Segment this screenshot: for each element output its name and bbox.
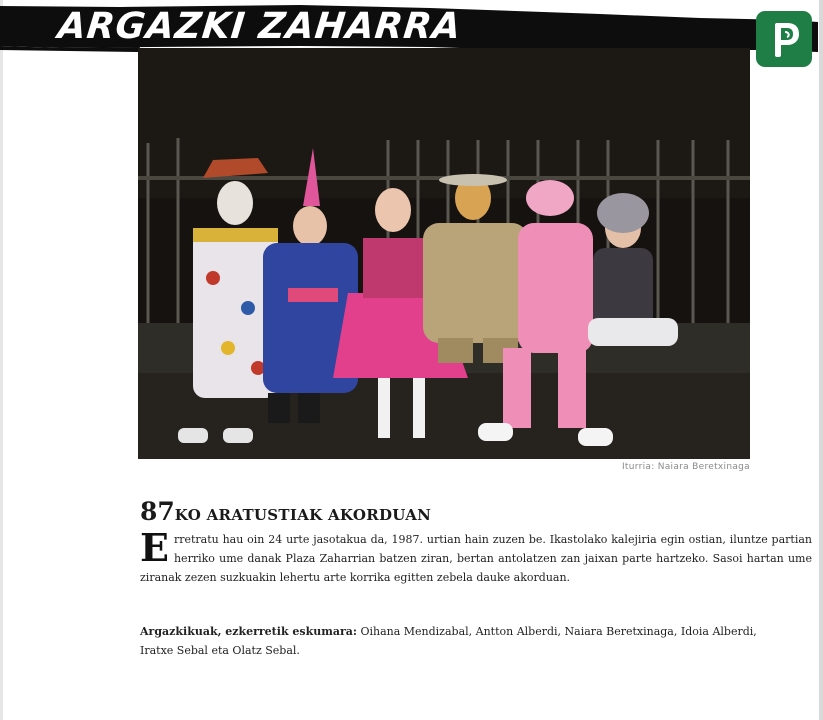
article-title-text: KO ARATUSTIAK AKORDUAN	[174, 506, 432, 524]
photo-credit: Iturria: Naiara Beretxinaga	[621, 462, 750, 472]
page-edge-right	[819, 0, 823, 720]
photo-caption	[140, 622, 790, 660]
page-edge-left	[0, 0, 3, 720]
historic-photo	[138, 48, 750, 459]
drop-cap: E	[140, 525, 169, 570]
article-title-year: 87	[140, 497, 175, 526]
publication-logo	[756, 11, 812, 67]
caption-names: Oihana Mendizabal, Antton Alberdi, Naiara Beretxinaga, Idoia Alberdi, Iratxe Sebal eta Olatz Sebal.	[140, 625, 757, 657]
p-logo-icon	[756, 11, 812, 67]
article-body-text: rretratu hau oin 24 urte jasotakua da, 1987. urtian hain zuzen be. Ikastolako kalejiria egin ostian, iluntze partian herriko ume danak Plaza Zaharrian batzen ziran, bertan antolatzen zan jaixan parte hartzeko. Sasoi hartan ume ziranak zezen suzkuakin lehertu arte korrika egitten zebela dauke akorduan.	[140, 533, 812, 584]
photo-children-carnival-costumes	[138, 48, 750, 459]
article-body	[140, 525, 812, 587]
caption-label: Argazkikuak, ezkerretik eskumara:	[140, 625, 357, 638]
article-title	[140, 495, 431, 532]
section-title: ARGAZKI ZAHARRA	[55, 6, 464, 47]
